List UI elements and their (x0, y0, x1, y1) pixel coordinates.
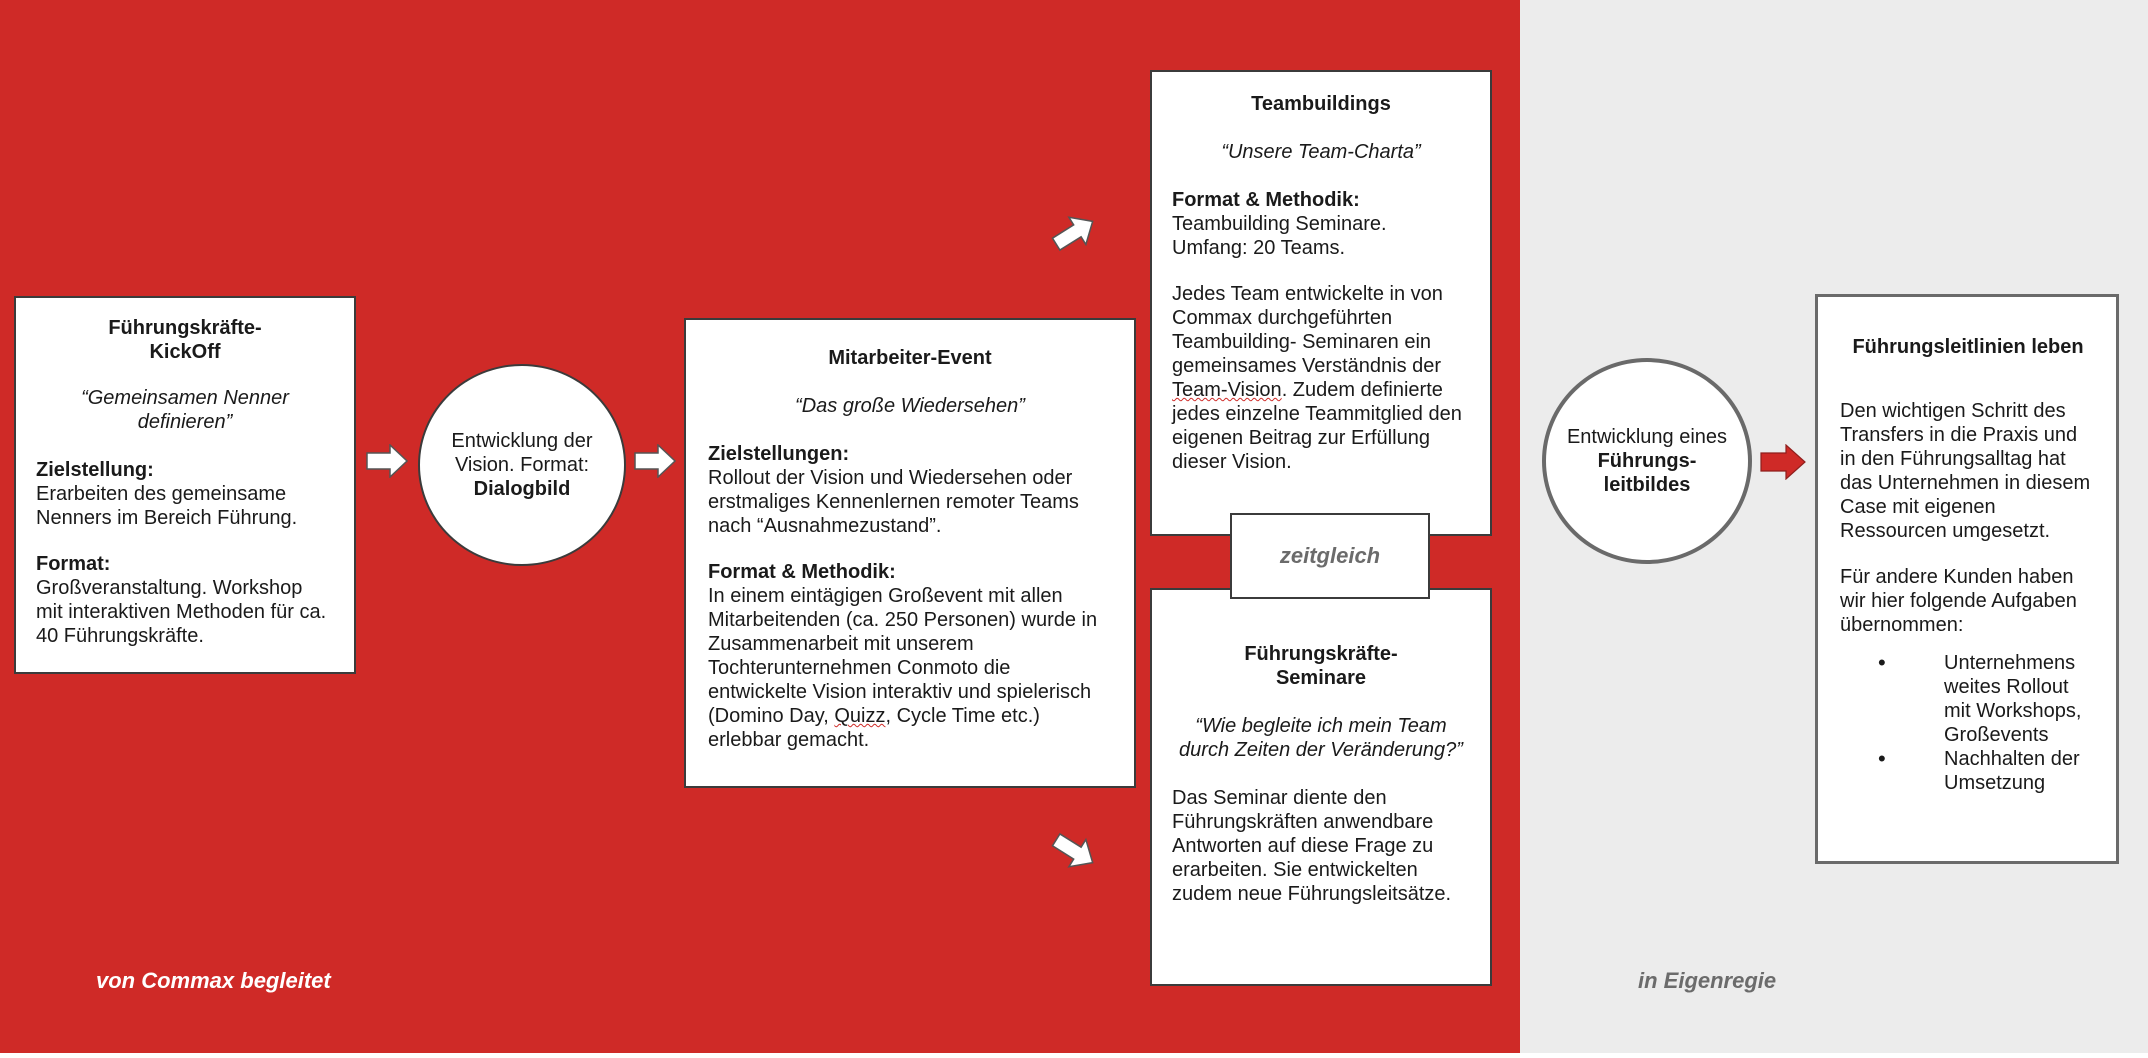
event-format-text-part1: In einem eintägigen Großevent mit allen Mitarbeitenden (ca. 250 Personen) wurde in Zusammenarbeit mit unserem Tochterunternehmen Conmoto die entwickelte Vision interaktiv und spielerisch (Domino Day, (708, 585, 1098, 727)
vision-circle-text (440, 429, 604, 501)
down-right-arrow-icon (1050, 830, 1098, 872)
vision-circle-label: Entwicklung der Vision. Format: (451, 430, 593, 476)
kickoff-box (14, 296, 356, 674)
leitlinien-para2: Für andere Kunden haben wir hier folgende Aufgaben übernommen: (1840, 566, 2077, 636)
kickoff-goal (36, 458, 334, 530)
leitbild-circle-bold: Führungs-leitbildes (1597, 450, 1697, 496)
seminare-title-line1: Führungskräfte- (1244, 643, 1398, 665)
red-right-arrow-icon (1760, 444, 1806, 480)
leadership-guidelines-box (1815, 294, 2119, 864)
vision-development-circle (418, 364, 626, 566)
teambuildings-format-line1: Teambuilding Seminare. (1172, 213, 1387, 235)
kickoff-goal-text: Erarbeiten des gemeinsame Nenners im Bereich Führung. (36, 483, 298, 529)
list-item: • Nachhalten der Umsetzung (1840, 747, 2096, 795)
in-house-label: in Eigenregie (1638, 968, 1777, 993)
teambuildings-format-line2: Umfang: 20 Teams. (1172, 237, 1346, 259)
kickoff-title (36, 316, 334, 364)
event-goal (708, 442, 1112, 538)
leadership-seminars-box (1150, 588, 1492, 986)
leitbild-circle-label: Entwicklung eines (1566, 426, 1728, 448)
kickoff-format-text: Großveranstaltung. Workshop mit interaktiven Methoden für ca. 40 Führungskräfte. (36, 577, 327, 647)
teambuildings-body-part2: . Zudem definierte jedes einzelne Teammitglied den eigenen Beitrag zur Erfüllung dieser Vision. (1172, 379, 1462, 473)
leadership-model-circle (1542, 358, 1752, 564)
event-quote: “Das große Wiedersehen” (795, 395, 1025, 417)
teambuildings-flagged-word: Team-Vision (1172, 379, 1282, 401)
event-format (708, 560, 1112, 752)
kickoff-quote: “Gemeinsamen Nenner definieren” (81, 387, 289, 433)
teambuildings-body (1172, 282, 1470, 474)
leitlinien-title: Führungsleitlinien leben (1852, 336, 2084, 358)
seminare-body: Das Seminar diente den Führungskräften anwendbare Antworten auf diese Frage zu erarbeiten. Sie entwickelten zudem neue Führungsleitsätze. (1172, 787, 1452, 905)
kickoff-format-label: Format: (36, 553, 111, 575)
seminare-title (1172, 642, 1470, 690)
simultaneous-label: zeitgleich (1230, 513, 1430, 599)
event-title: Mitarbeiter-Event (828, 347, 992, 369)
leitlinien-bullet-list (1840, 651, 2096, 795)
event-goal-label: Zielstellungen: (708, 443, 850, 465)
teambuildings-quote: “Unsere Team-Charta” (1221, 141, 1421, 163)
event-format-text-part2: , Cycle Time etc.) erlebbar gemacht. (708, 705, 1040, 751)
teambuildings-format (1172, 188, 1470, 260)
leitlinien-para1: Den wichtigen Schritt des Transfers in die Praxis und in den Führungsalltag hat das Unternehmen in diesem Case mit eigenen Ressourcen umgesetzt. (1840, 400, 2091, 542)
right-arrow-icon (366, 444, 408, 478)
up-right-arrow-icon (1050, 212, 1098, 254)
event-format-flagged-word: Quizz (834, 705, 886, 727)
right-arrow-icon (634, 444, 676, 478)
kickoff-format (36, 552, 334, 648)
event-format-label: Format & Methodik: (708, 561, 896, 583)
kickoff-goal-label: Zielstellung: (36, 459, 154, 481)
employee-event-box (684, 318, 1136, 788)
teambuildings-format-label: Format & Methodik: (1172, 189, 1360, 211)
teambuildings-body-part1: Jedes Team entwickelte in von Commax durchgeführten Teambuilding- Seminaren ein gemeinsames Verständnis der (1172, 283, 1443, 377)
list-item: • Unternehmens weites Rollout mit Workshops, Großevents (1840, 651, 2096, 747)
event-format-text (708, 584, 1112, 752)
seminare-title-line2: Seminare (1275, 667, 1367, 689)
kickoff-title-line2: KickOff (149, 341, 221, 363)
kickoff-title-line1: Führungskräfte- (108, 317, 262, 339)
vision-circle-format: Dialogbild (473, 478, 571, 500)
event-goal-text: Rollout der Vision und Wiedersehen oder erstmaliges Kennenlernen remoter Teams nach “Ausnahmezustand”. (708, 467, 1079, 537)
leitbild-circle-text (1566, 425, 1728, 497)
teambuildings-box (1150, 70, 1492, 536)
teambuildings-title: Teambuildings (1251, 93, 1391, 115)
seminare-quote: “Wie begleite ich mein Team durch Zeiten der Veränderung?” (1179, 715, 1463, 761)
commax-accompanied-label: von Commax begleitet (96, 968, 331, 993)
